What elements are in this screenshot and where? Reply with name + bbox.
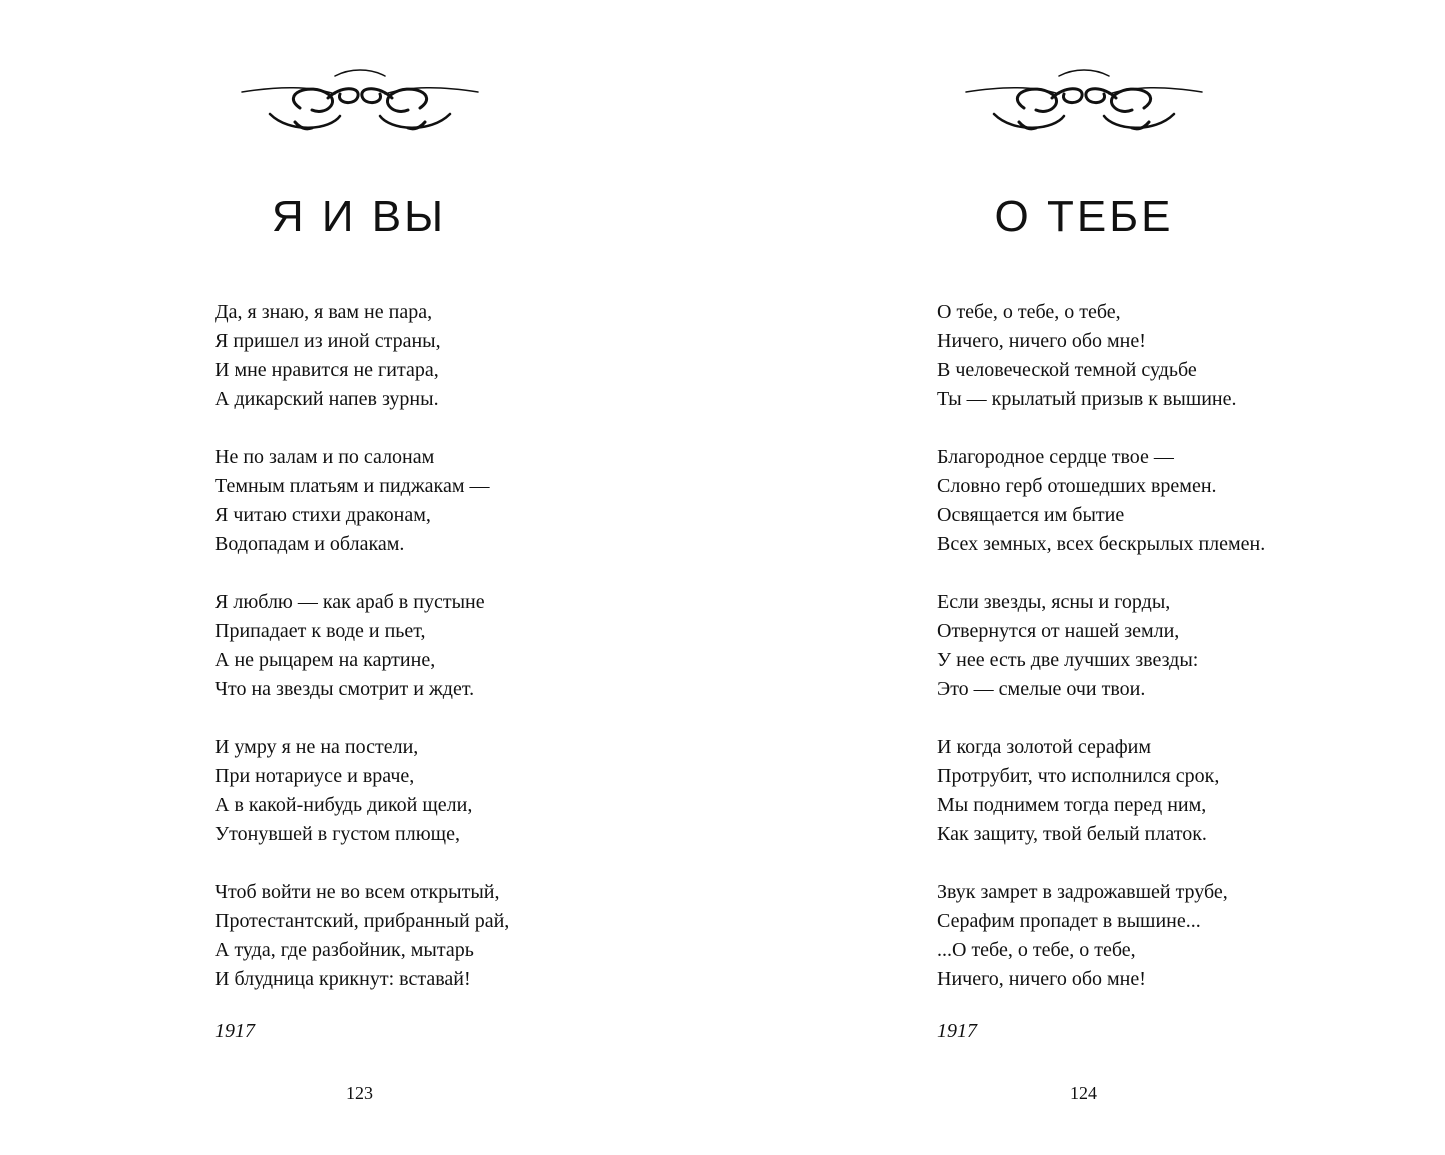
- poem-body: [937, 298, 1265, 1023]
- poem-line: ...О тебе, о тебе, о тебе,: [937, 939, 1136, 961]
- poem-title: О ТЕБЕ: [994, 192, 1174, 241]
- left-page: [0, 0, 722, 1155]
- poem-line: Я читаю стихи драконам,: [215, 504, 431, 526]
- poem-line: Я пришел из иной страны,: [215, 330, 441, 352]
- poem-line: Благородное сердце твое —: [937, 446, 1174, 468]
- poem-body: [215, 298, 509, 1023]
- poem-line: А не рыцарем на картине,: [215, 649, 436, 671]
- poem-line: Ты — крылатый призыв к вышине.: [937, 388, 1237, 410]
- flourish-ornament-icon: [964, 64, 1204, 134]
- poem-line: Серафим пропадет в вышине...: [937, 910, 1201, 932]
- poem-line: О тебе, о тебе, о тебе,: [937, 301, 1121, 323]
- poem-line: Да, я знаю, я вам не пара,: [215, 301, 433, 323]
- poem-line: Припадает к воде и пьет,: [215, 620, 426, 642]
- stanza: [215, 878, 509, 994]
- stanza: [937, 298, 1265, 414]
- poem-line: Протрубит, что исполнился срок,: [937, 765, 1220, 787]
- poem-line: Чтоб войти не во всем открытый,: [215, 881, 500, 903]
- poem-line: И умру я не на постели,: [215, 736, 419, 758]
- poem-date: 1917: [937, 1020, 977, 1042]
- stanza: [215, 733, 509, 849]
- poem-line: Водопадам и облакам.: [215, 533, 405, 555]
- poem-line: Всех земных, всех бескрылых племен.: [937, 533, 1266, 555]
- stanza: [937, 588, 1265, 704]
- poem-line: Не по залам и по салонам: [215, 446, 435, 468]
- poem-line: Звук замрет в задрожавшей трубе,: [937, 881, 1228, 903]
- poem-line: И блудница крикнут: вставай!: [215, 968, 471, 990]
- poem-line: Ничего, ничего обо мне!: [937, 330, 1146, 352]
- stanza: [215, 298, 509, 414]
- stanza: [937, 733, 1265, 849]
- poem-line: И мне нравится не гитара,: [215, 359, 439, 381]
- stanza: [215, 588, 509, 704]
- poem-line: У нее есть две лучших звезды:: [937, 649, 1199, 671]
- poem-line: Отвернутся от нашей земли,: [937, 620, 1180, 642]
- page-number: 123: [346, 1083, 373, 1103]
- poem-line: Если звезды, ясны и горды,: [937, 591, 1171, 613]
- poem-line: Темным платьям и пиджакам —: [215, 475, 490, 497]
- poem-line: В человеческой темной судьбе: [937, 359, 1197, 381]
- poem-line: Словно герб отошедших времен.: [937, 475, 1217, 497]
- poem-line: Что на звезды смотрит и ждет.: [215, 678, 475, 700]
- stanza: [215, 443, 509, 559]
- right-page: [722, 0, 1445, 1155]
- poem-line: А в какой-нибудь дикой щели,: [215, 794, 473, 816]
- stanza: [937, 878, 1265, 994]
- poem-line: Мы поднимем тогда перед ним,: [937, 794, 1207, 816]
- poem-title: Я И ВЫ: [271, 192, 447, 241]
- poem-line: Утонувшей в густом плюще,: [215, 823, 460, 845]
- poem-line: А туда, где разбойник, мытарь: [215, 939, 474, 961]
- poem-line: А дикарский напев зурны.: [215, 388, 439, 410]
- poem-line: Я люблю — как араб в пустыне: [215, 591, 485, 613]
- poem-date: 1917: [215, 1020, 255, 1042]
- page-number: 124: [1070, 1083, 1097, 1103]
- stanza: [937, 443, 1265, 559]
- poem-line: Освящается им бытие: [937, 504, 1125, 526]
- poem-line: Это — смелые очи твои.: [937, 678, 1146, 700]
- poem-line: Протестантский, прибранный рай,: [215, 910, 510, 932]
- poem-line: И когда золотой серафим: [937, 736, 1152, 758]
- flourish-ornament-icon: [240, 64, 480, 134]
- poem-line: При нотариусе и враче,: [215, 765, 415, 787]
- poem-line: Как защиту, твой белый платок.: [937, 823, 1207, 845]
- poem-line: Ничего, ничего обо мне!: [937, 968, 1146, 990]
